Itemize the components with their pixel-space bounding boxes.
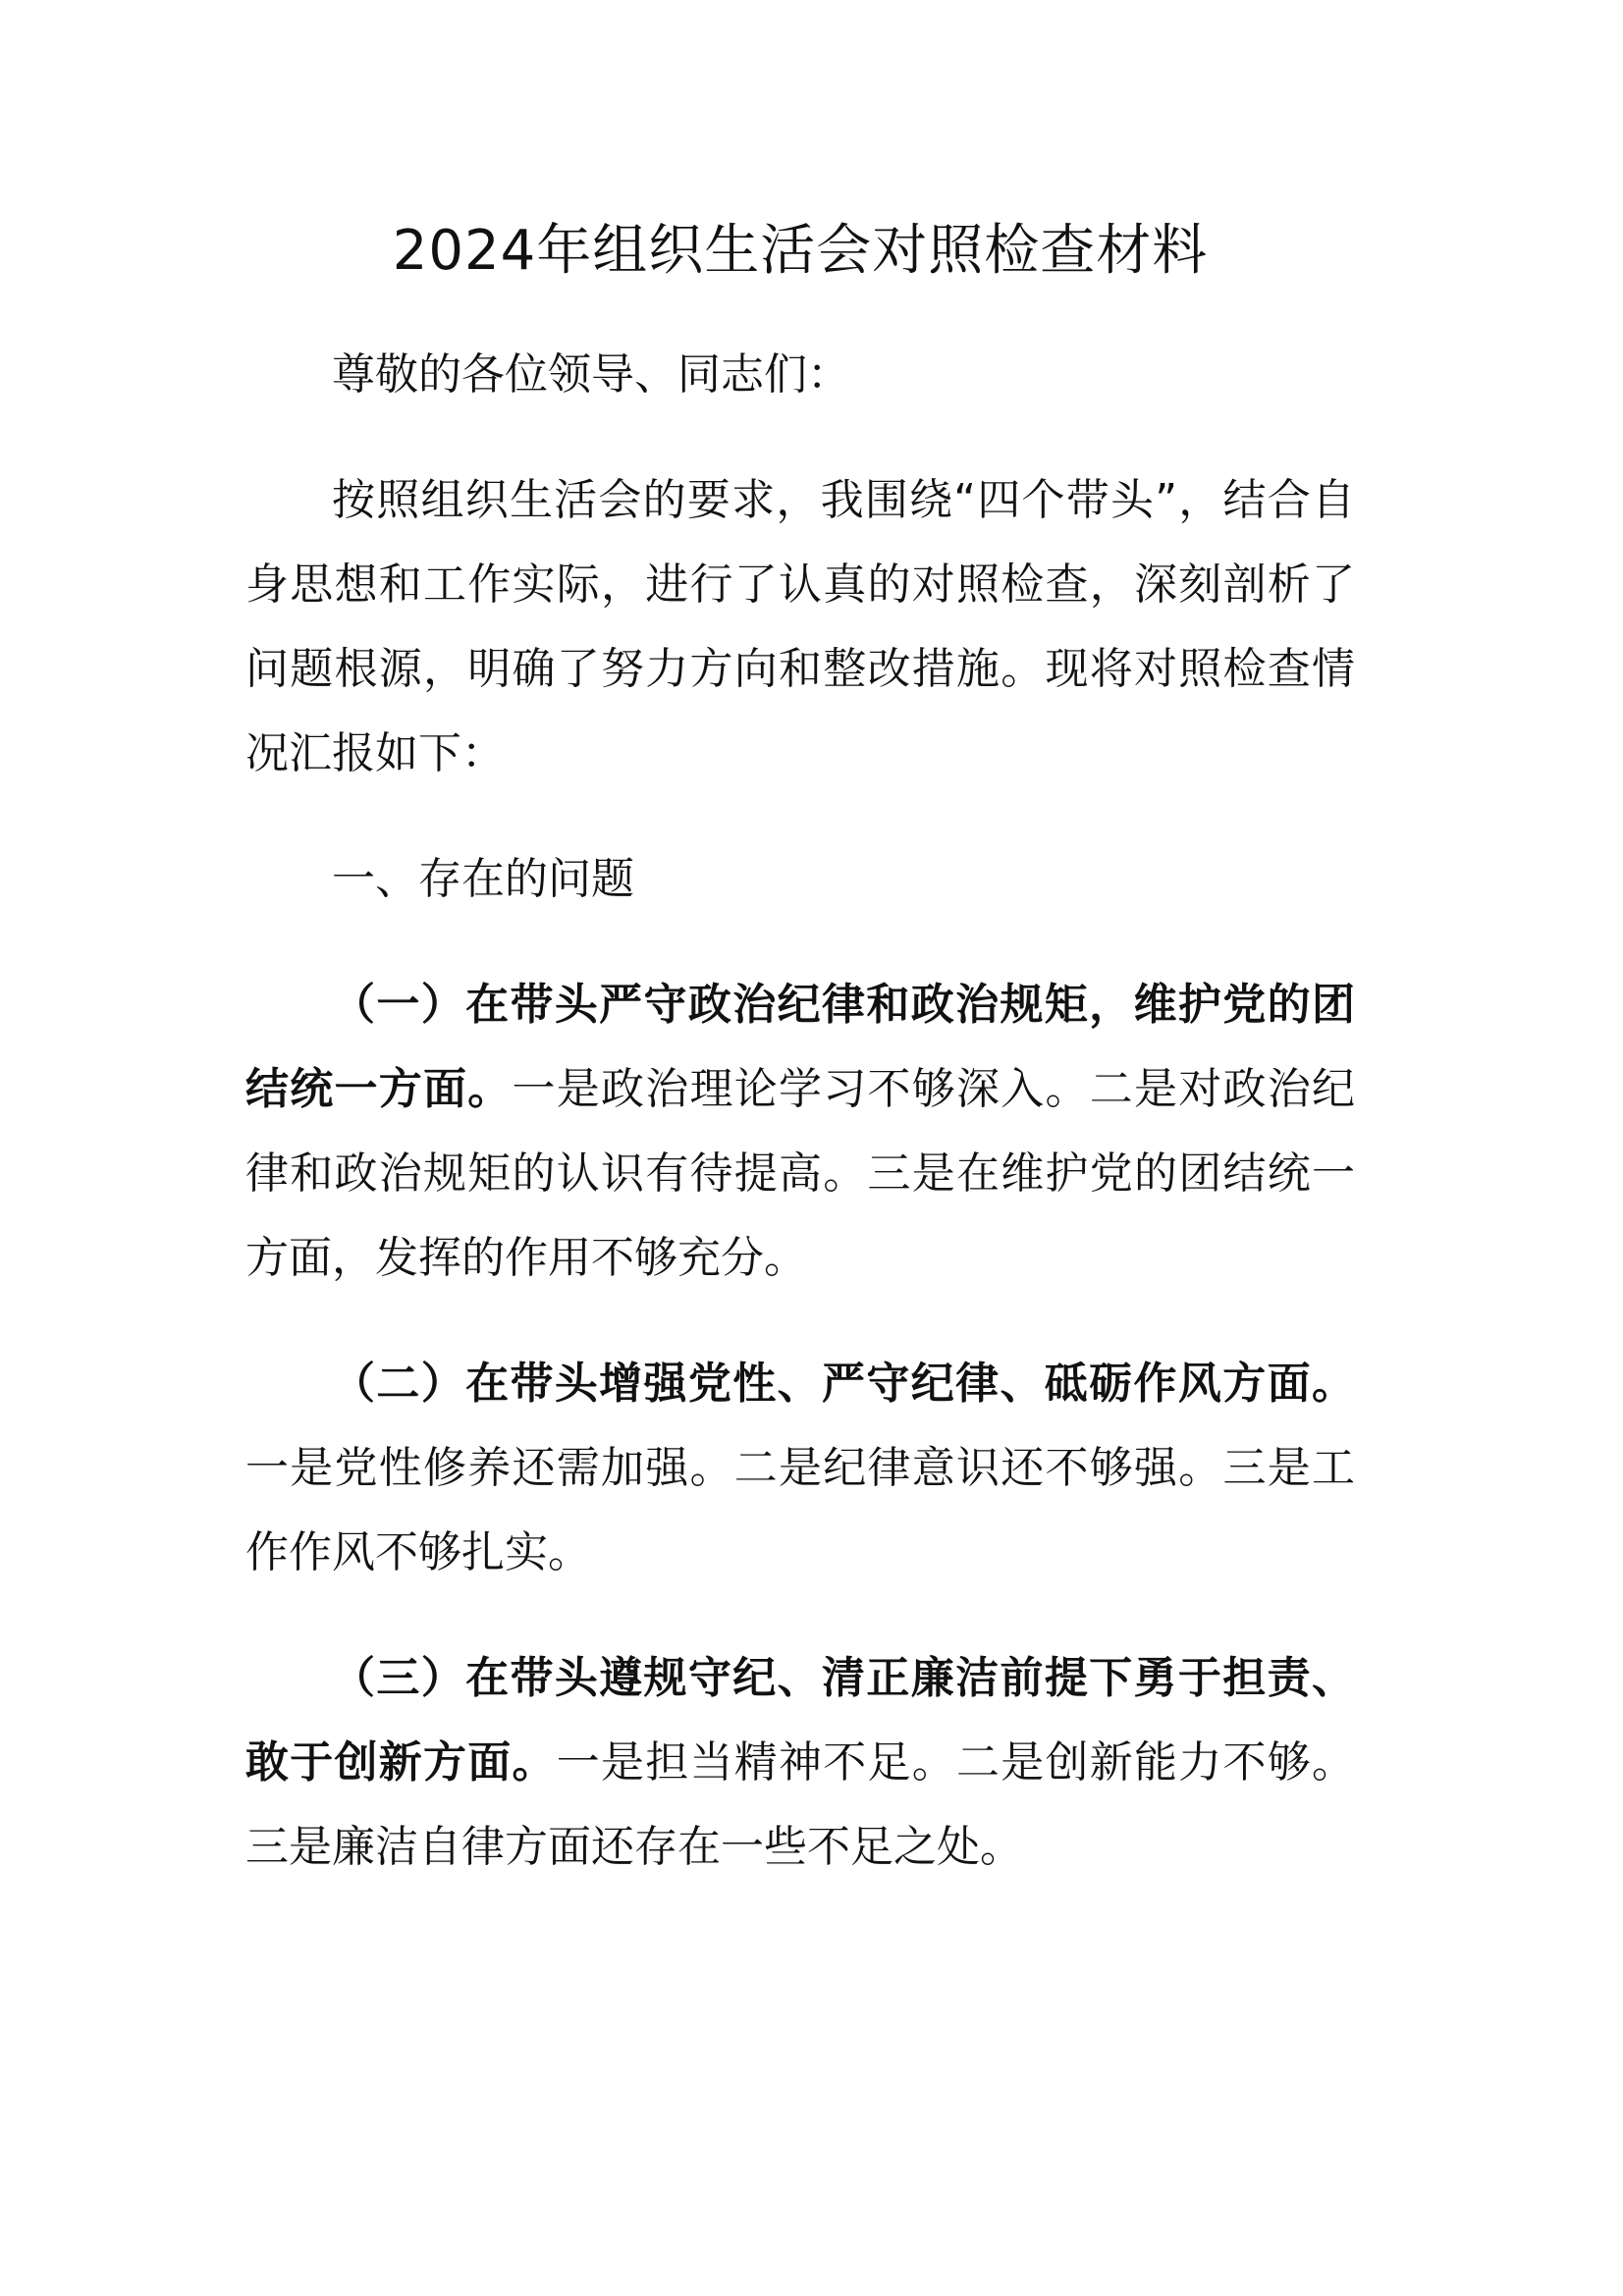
problem-item-3 xyxy=(245,1636,1355,1890)
problem-item-2 xyxy=(245,1342,1355,1595)
document-title: 2024年组织生活会对照检查材料 xyxy=(392,219,1209,283)
problem-item-1-body: 一是政治理论学习不够深入。二是对政治纪律和政治规矩的认识有待提高。三是在维护党的团结统一方面，发挥的作用不够充分。 xyxy=(245,1063,1355,1283)
problem-item-1 xyxy=(245,963,1355,1301)
problem-item-1-lead: （一）在带头严守政治纪律和政治规矩，维护党的团结统一方面。 xyxy=(245,979,1355,1114)
section-heading: 一、存在的问题 xyxy=(332,853,634,904)
problem-item-3-body: 一是担当精神不足。二是创新能力不够。三是廉洁自律方面还存在一些不足之处。 xyxy=(245,1736,1355,1872)
problem-item-2-body: 一是党性修养还需加强。二是纪律意识还不够强。三是工作作风不够扎实。 xyxy=(245,1442,1355,1577)
document-body xyxy=(245,216,1355,1931)
problem-item-3-lead: （三）在带头遵规守纪、清正廉洁前提下勇于担责、敢于创新方面。 xyxy=(245,1652,1355,1788)
intro-paragraph: 按照组织生活会的要求，我围绕“四个带头”，结合自身思想和工作实际，进行了认真的对照检查，深刻剖析了问题根源，明确了努力方向和整改措施。现将对照检查情况汇报如下： xyxy=(245,474,1355,778)
greeting-line: 尊敬的各位领导、同志们： xyxy=(332,348,850,400)
problem-item-2-lead: （二）在带头增强党性、严守纪律、砥砺作风方面。 xyxy=(332,1358,1355,1409)
